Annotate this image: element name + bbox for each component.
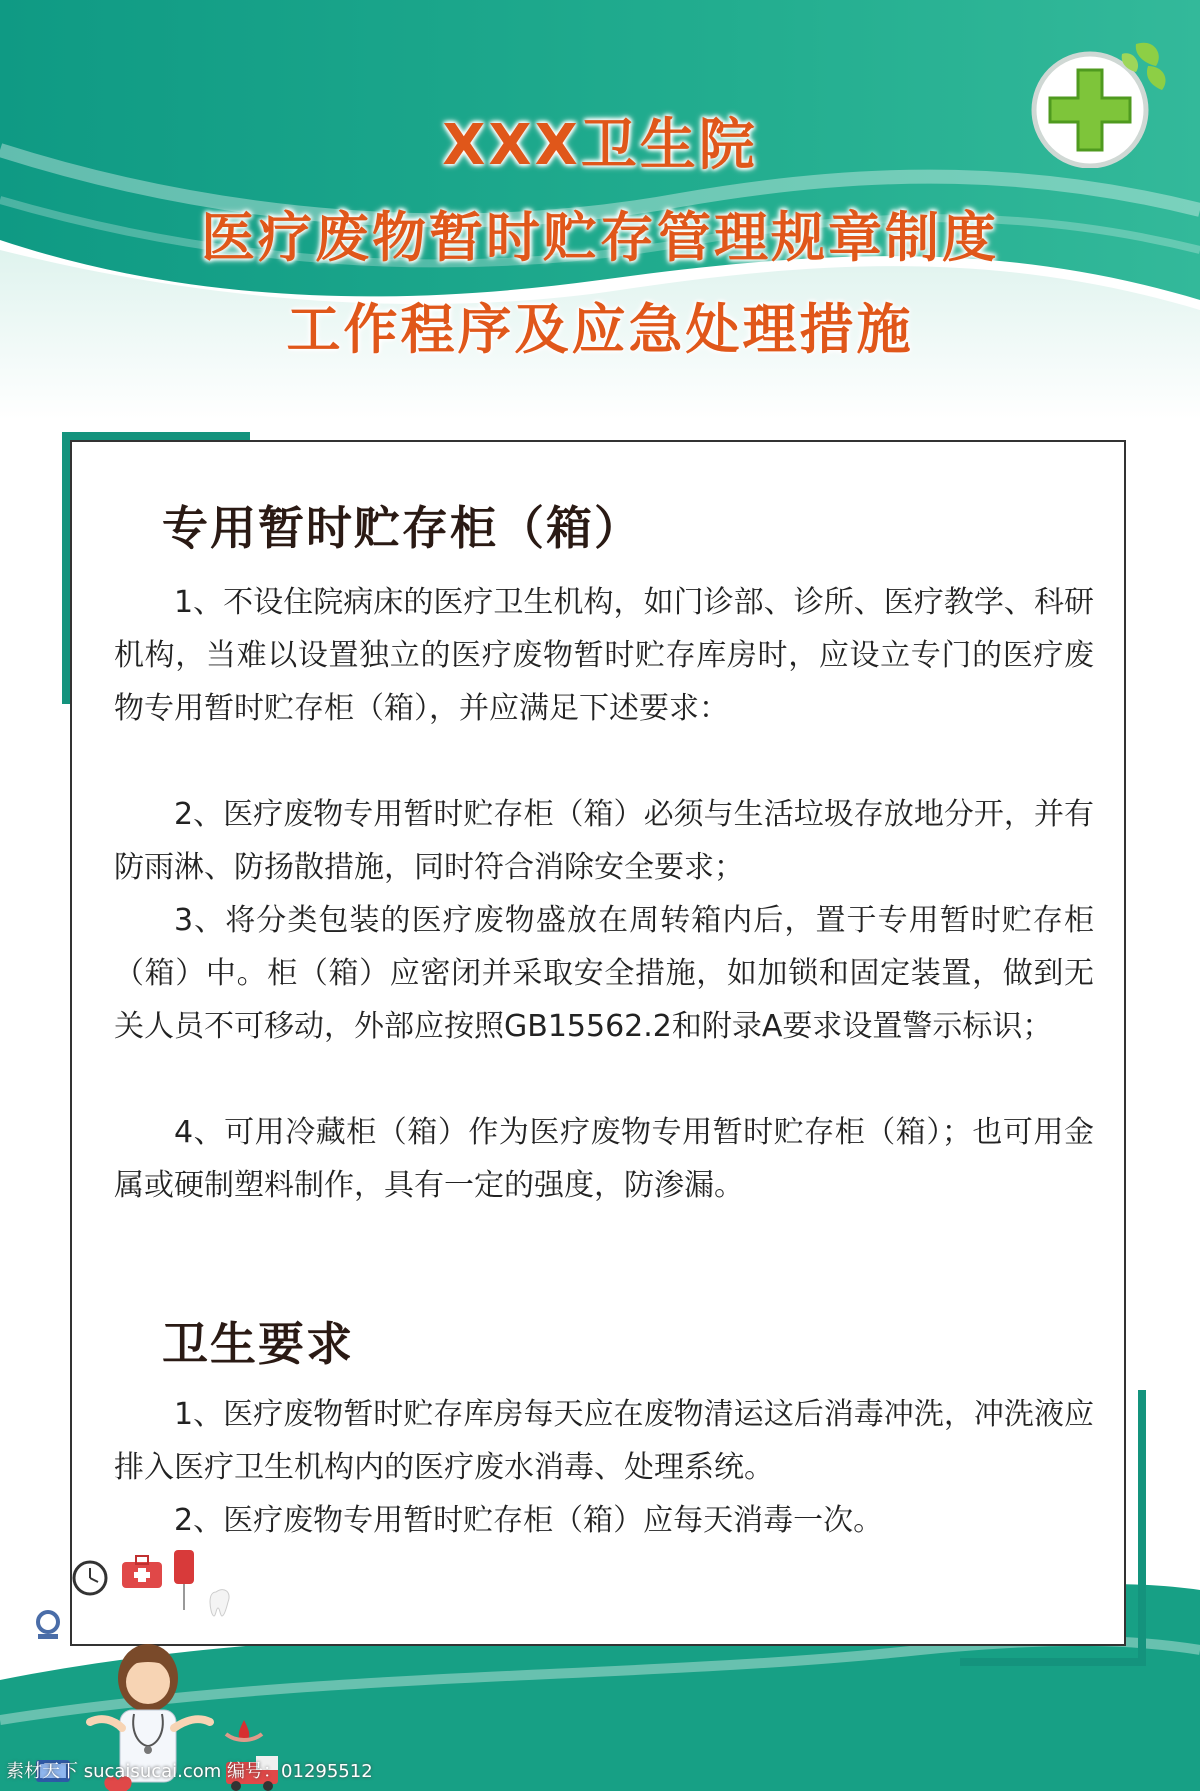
title-line-1: XXX卫生院 xyxy=(442,113,758,178)
medical-illustration xyxy=(30,1510,330,1791)
content-box xyxy=(70,440,1126,1646)
page-title xyxy=(0,100,1200,376)
paragraph: 2、医疗废物专用暂时贮存柜（箱）应每天消毒一次。 xyxy=(174,1503,884,1538)
paragraph: 3、将分类包装的医疗废物盛放在周转箱内后，置于专用暂时贮存柜（箱）中。柜（箱）应密闭并采取安全措施，如加锁和固定装置，做到无关人员不可移动，外部应按照GB15562.2和附录A要求设置警示标识； xyxy=(114,903,1094,1044)
title-line-3: 工作程序及应急处理措施 xyxy=(286,298,914,361)
first-aid-kit-icon xyxy=(122,1556,162,1588)
paragraph: 1、医疗废物暂时贮存库房每天应在废物清运这后消毒冲洗，冲洗液应排入医疗卫生机构内的医疗废水消毒、处理系统。 xyxy=(114,1397,1094,1485)
paragraph: 2、医疗废物专用暂时贮存柜（箱）必须与生活垃圾存放地分开，并有防雨淋、防扬散措施，同时符合消除安全要求； xyxy=(114,797,1094,885)
tooth-icon xyxy=(210,1590,229,1616)
iv-bag-icon xyxy=(174,1550,194,1610)
paragraph: 1、不设住院病床的医疗卫生机构，如门诊部、诊所、医疗教学、科研机构，当难以设置独立的医疗废物暂时贮存库房时，应设立专门的医疗废物专用暂时贮存柜（箱），并应满足下述要求： xyxy=(114,585,1094,726)
section-heading-storage-cabinet: 专用暂时贮存柜（箱） xyxy=(162,501,642,555)
paragraph: 4、可用冷藏柜（箱）作为医疗废物专用暂时贮存柜（箱）；也可用金属或硬制塑料制作，具有一定的强度，防渗漏。 xyxy=(114,1115,1094,1203)
blood-drop-icon xyxy=(226,1720,262,1742)
title-line-2: 医疗废物暂时贮存管理规章制度 xyxy=(201,206,999,269)
microscope-icon xyxy=(38,1612,58,1639)
section-heading-hygiene: 卫生要求 xyxy=(162,1317,354,1371)
watermark-text: 素材天下 sucaisucai.com 编号：01295512 xyxy=(6,1761,373,1782)
clock-icon xyxy=(74,1562,106,1594)
